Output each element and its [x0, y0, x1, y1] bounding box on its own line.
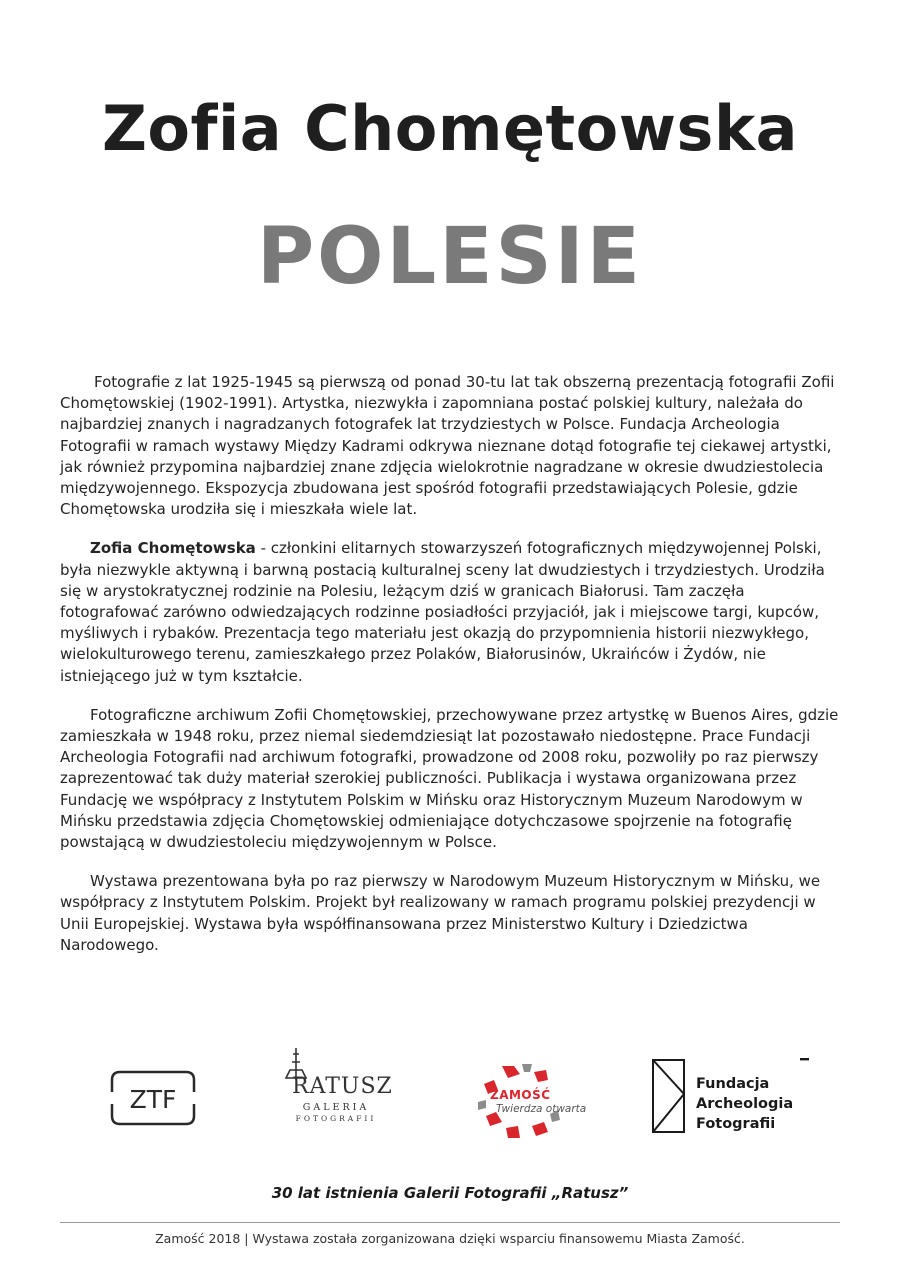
body-text [60, 372, 840, 974]
ratusz-logo-fotografii: FOTOGRAFII [295, 1114, 377, 1123]
biography-name: Zofia Chomętowska [90, 539, 256, 558]
fundacja-logo-text [696, 1074, 793, 1134]
fundacja-logo [650, 1054, 820, 1136]
page-title: Zofia Chomętowska [101, 92, 799, 165]
anniversary-caption: 30 lat istnienia Galerii Fotografii „Ratusz” [271, 1184, 629, 1202]
zamosc-logo-title: ZAMOŚĆ [490, 1088, 551, 1102]
fundacja-line-1: Fundacja [696, 1076, 770, 1092]
ratusz-logo-text: RATUSZ [292, 1074, 393, 1099]
ztf-logo-text: ZTF [129, 1085, 177, 1114]
ztf-logo [108, 1068, 198, 1128]
ratusz-logo [280, 1044, 393, 1132]
paragraph-biography [60, 538, 840, 686]
ratusz-logo-galeria: GALERIA [302, 1102, 370, 1113]
biography-text: - członkini elitarnych stowarzyszeń fotograficznych międzywojennej Polski, była niezwykle aktywną i barwną postacią kulturalnej sceny lat dwudziestych i trzydziestych. Urodziła się w arystokratycznej rodzinie na Polesiu, leżącym dziś w granicach Białorusi. Tam zaczęła fotografować zarówno odwiedzających rodzinne posiadłości przyjaciół, jak i miejscowe targi, kupców, myśliwych i rybaków. Prezentacja tego materiału jest okazją do przypomnienia historii niezwykłego, wielokulturowego terenu, zamieszkałego przez Polaków, Białorusinów, Ukraińców i Żydów, nie istniejącego już w tym kształcie. [60, 539, 825, 685]
paragraph-intro: Fotografie z lat 1925-1945 są pierwszą od ponad 30-tu lat tak obszerną prezentacją fotografii Zofii Chomętowskiej (1902-1991). Artystka, niezwykła i zapomniana postać polskiej kultury, należała do najbardziej znanych i nagradzanych fotografek lat trzydziestych w Polsce. Fundacja Archeologia Fotografii w ramach wystawy Między Kadrami odkrywa nieznane dotąd fotografie tej ciekawej artystki, jak również przypomina najbardziej znane zdjęcia wielokrotnie nagradzane w okresie dwudziestolecia międzywojennego. Ekspozycja zbudowana jest spośród fotografii przedstawiających Polesie, gdzie Chomętowska urodziła się i mieszkała wiele lat. [60, 373, 835, 519]
footer-divider [60, 1222, 840, 1223]
zamosc-logo [462, 1058, 592, 1144]
footer-text: Zamość 2018 | Wystawa została zorganizowana dzięki wsparciu finansowemu Miasta Zamość. [155, 1231, 745, 1246]
fundacja-line-2: Archeologia [696, 1096, 794, 1112]
paragraph-exhibition: Wystawa prezentowana była po raz pierwszy w Narodowym Muzeum Historycznym w Mińsku, we współpracy z Instytutem Polskim. Projekt był realizowany w ramach programu polskiej prezydencji w Unii Europejskiej. Wystawa była współfinansowana przez Ministerstwo Kultury i Dziedzictwa Narodowego. [60, 872, 821, 954]
page-subtitle: POLESIE [257, 212, 643, 302]
ztf-frame-icon [108, 1068, 198, 1128]
fundacja-line-3: Fotografii [696, 1116, 776, 1132]
paragraph-archive: Fotograficzne archiwum Zofii Chomętowskiej, przechowywane przez artystkę w Buenos Aires, gdzie zamieszkała w 1948 roku, przez niemal siedemdziesiąt lat pozostawało niedostępne. Prace Fundacji Archeologia Fotografii nad archiwum fotografki, prowadzone od 2008 roku, pozwoliły po raz pierwszy zaprezentować tak duży materiał szerokiej publiczności. Publikacja i wystawa organizowana przez Fundację we współpracy z Instytutem Polskim w Mińsku oraz Historycznym Muzeum Narodowym w Mińsku przedstawia zdjęcia Chomętowskiej odmieniające dotychczasowe spojrzenie na fotografię powstającą w dwudziestoleciu międzywojennym w Polsce. [60, 705, 839, 852]
zamosc-logo-subtitle: Twierdza otwarta [496, 1103, 587, 1115]
